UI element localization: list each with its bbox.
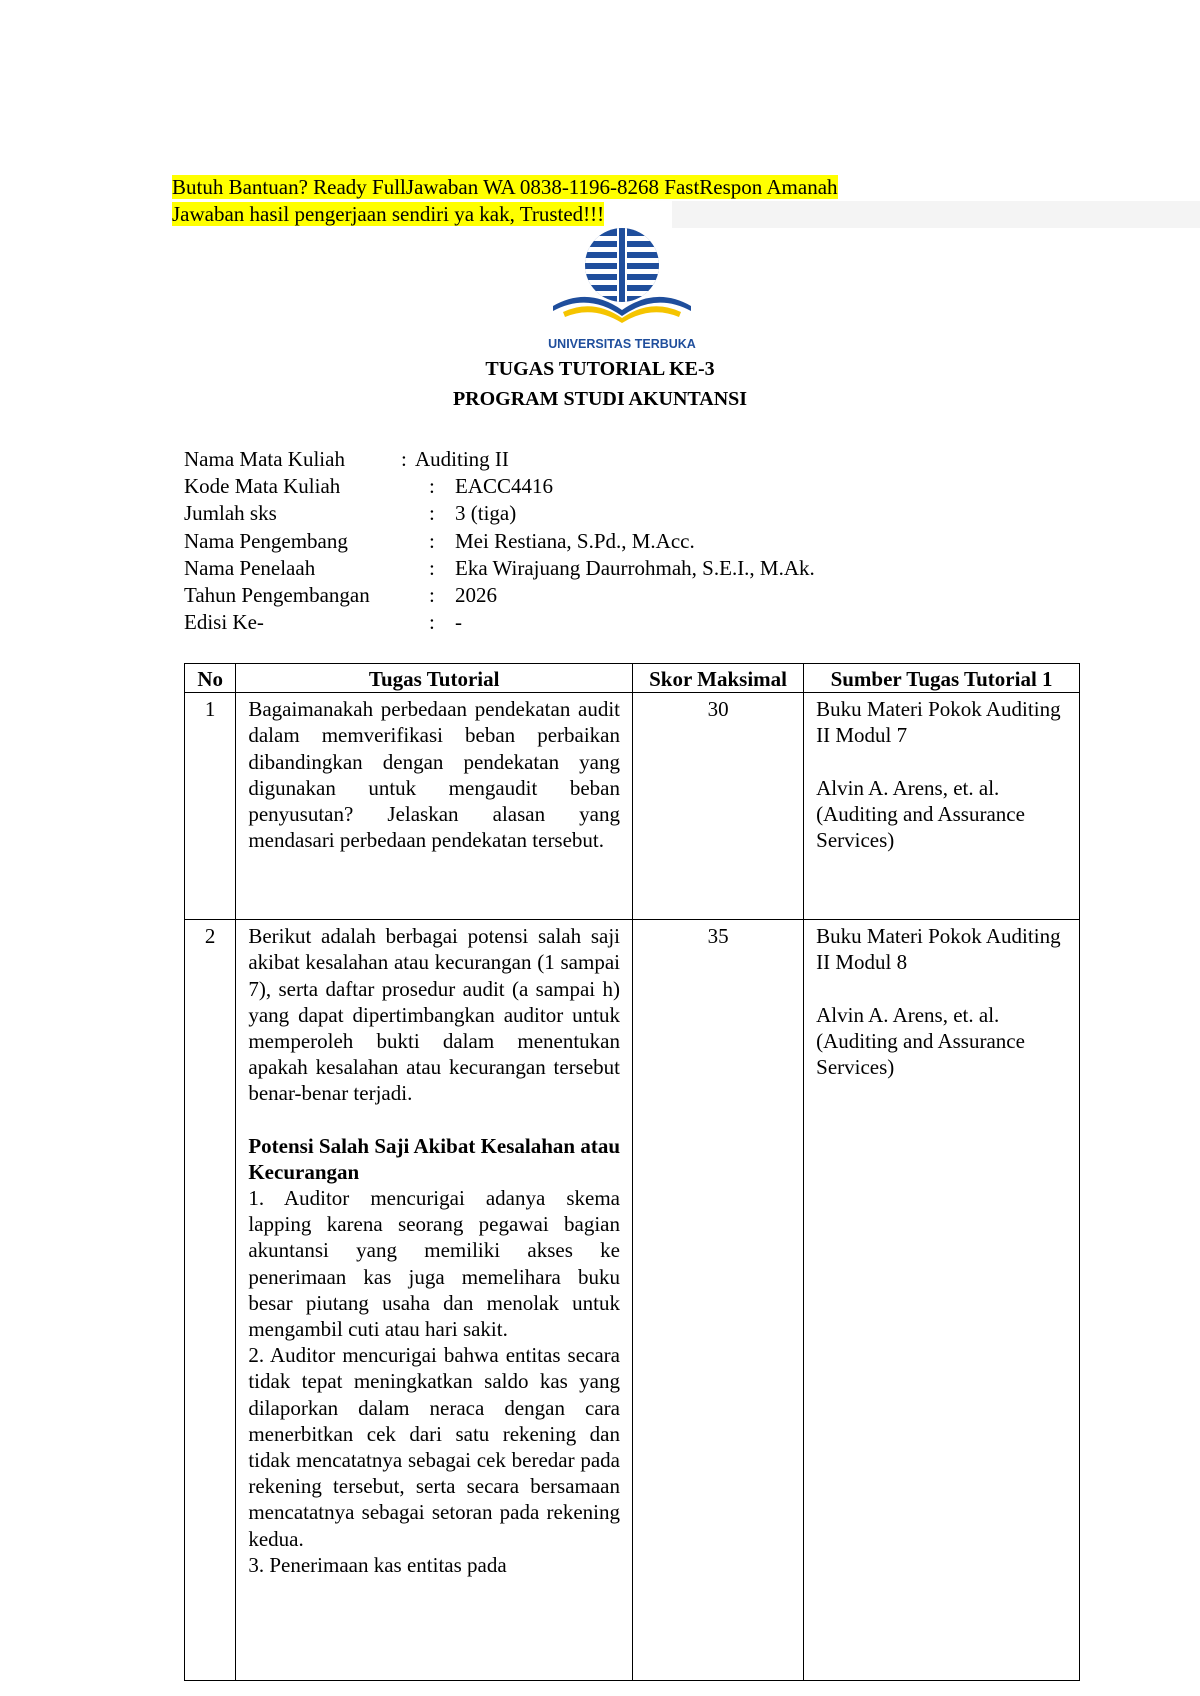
- source-module: Buku Materi Pokok Auditing II Modul 7: [816, 697, 1061, 748]
- list-item: 2. Auditor mencurigai bahwa entitas secara tidak tepat meningkatkan saldo kas yang dilaporkan dalam neraca dengan cara menerbitkan cek dari satu rekening dan tidak mencatatnya sebagai cek beredar pada rekening tersebut, serta secara bersamaan mencatatnya sebagai setoran pada rekening kedua.: [248, 1343, 620, 1551]
- table-header-row: [185, 664, 1080, 693]
- program-subtitle: PROGRAM STUDI AKUNTANSI: [452, 388, 748, 410]
- task-text: Berikut adalah berbagai potensi salah saji akibat kesalahan atau kecurangan (1 sampai 7), serta daftar prosedur audit (a sampai h) yang dapat dipertimbangkan auditor untuk memperoleh bukti dalam menentukan apakah kesalahan atau kecurangan tersebut benar-benar terjadi. Potensi Salah Saji Akibat Kesalahan atau Kecurangan 1. Auditor mencurigai adanya skema lapping karena seorang pegawai bagian akuntansi yang memiliki akses ke penerimaan kas juga memelihara buku besar piutang usaha dan menolak untuk mengambil cuti atau hari sakit. 2. Auditor mencurigai bahwa entitas secara tidak tepat meningkatkan saldo kas yang dilaporkan dalam neraca dengan cara menerbitkan cek dari satu rekening dan tidak mencatatnya sebagai cek beredar pada rekening tersebut, serta secara bersamaan mencatatnya sebagai setoran pada rekening kedua. 3. Penerimaan kas entitas pada: [236, 920, 633, 1681]
- header-score: Skor Maksimal: [633, 664, 804, 693]
- header-source: Sumber Tugas Tutorial 1: [804, 664, 1080, 693]
- task-source: [804, 693, 1080, 920]
- task-text: Bagaimanakah perbedaan pendekatan audit dalam memverifikasi beban perbaikan dibandingkan dengan pendekatan yang digunakan untuk mengaudit beban penyusutan? Jelaskan alasan yang mendasari perbedaan pendekatan tersebut.: [236, 693, 633, 920]
- max-score: 30: [633, 693, 804, 920]
- max-score: 35: [633, 920, 804, 1681]
- contact-banner: [172, 174, 838, 228]
- row-number: 1: [185, 693, 236, 920]
- banner-line-1: Butuh Bantuan? Ready FullJawaban WA 0838-1196-8268 FastRespon Amanah: [172, 175, 838, 199]
- misstatement-list: [248, 1185, 620, 1578]
- header-no: No: [185, 664, 236, 693]
- list-item: 1. Auditor mencurigai adanya skema lapping karena seorang pegawai bagian akuntansi yang memiliki akses ke penerimaan kas juga memelihara buku besar piutang usaha dan menolak untuk mengambil cuti atau hari sakit.: [248, 1186, 620, 1342]
- misstatement-subheading: Potensi Salah Saji Akibat Kesalahan atau Kecurangan: [248, 1133, 621, 1184]
- universitas-terbuka-logo: [533, 226, 711, 351]
- task-source: [804, 920, 1080, 1681]
- source-reference: Alvin A. Arens, et. al. (Auditing and Assurance Services): [816, 775, 1025, 853]
- list-item: 3. Penerimaan kas entitas pada: [248, 1552, 507, 1577]
- source-reference: Alvin A. Arens, et. al. (Auditing and Assurance Services): [816, 1002, 1025, 1080]
- logo-text: UNIVERSITAS TERBUKA: [548, 337, 696, 351]
- table-row: [185, 920, 1080, 1681]
- assignment-title: TUGAS TUTORIAL KE-3: [485, 358, 715, 380]
- document-page: Butuh Bantuan? Ready FullJawaban WA 0838-1196-8268 FastRespon Amanah Jawaban hasil pengerjaan sendiri ya kak, Trusted!!! UNIVERSITAS TERBUKA TUGAS TUTORIAL KE-3 PROGRAM STUDI AKUNTANSI Nama Mata Kuliah : Auditing II Kode Mata Kuliah : EACC4416 Jumlah sks : 3 (tiga) Nama Pengembang : Mei Restiana, S.Pd., M.Acc. Nama Penelaah : Eka Wirajuang Daurrohmah, S.E.I., M.Ak. Tahun Pengembangan : 2026 Edisi Ke- : - No Tugas Tutorial Skor Maksimal Sumber Tugas Tutorial 1 1 Bagaimanakah perbedaan pendekatan audit dalam memverifikasi beban perbaikan dibandingkan dengan pendekatan yang digunakan untuk mengaudit beban penyusutan? Jelaskan alasan yang mendasari perbedaan pendekatan tersebut. 30 Buku Materi Pokok Auditing II Modul 7 Alvin A. Arens, et. al. (Auditing and Assurance Services) 2 Berikut adalah berbagai potensi salah saji akibat kesalahan atau kecurangan (1 sampai 7), serta daftar prosedur audit (a sampai h) yang dapat dipertimbangkan auditor untuk memperoleh bukti dalam menentukan apakah kesalahan atau kecurangan tersebut benar-benar terjadi. Potensi Salah Saji Akibat Kesalahan atau Kecurangan 1. Auditor mencurigai adanya skema lapping karena seorang pegawai bagian akuntansi yang memiliki akses ke penerimaan kas juga memelihara buku besar piutang usaha dan menolak untuk mengambil cuti atau hari sakit. 2. Auditor mencurigai bahwa entitas secara tidak tepat meningkatkan saldo kas yang dilaporkan dalam neraca dengan cara menerbitkan cek dari satu rekening dan tidak mencatatnya sebagai cek beredar pada rekening tersebut, serta secara bersamaan mencatatnya sebagai setoran pada rekening kedua. 3. Penerimaan kas entitas pada 35 Buku Materi Pokok Auditing II Modul 8 Alvin A. Arens, et. al. (Auditing and Assurance Services): [0, 0, 1200, 1696]
- source-module: Buku Materi Pokok Auditing II Modul 8: [816, 924, 1061, 975]
- banner-line-2: Jawaban hasil pengerjaan sendiri ya kak, Trusted!!!: [172, 202, 605, 226]
- row-number: 2: [185, 920, 236, 1681]
- tutorial-task-table: [184, 663, 1080, 1681]
- header-task: Tugas Tutorial: [236, 664, 633, 693]
- table-row: [185, 693, 1080, 920]
